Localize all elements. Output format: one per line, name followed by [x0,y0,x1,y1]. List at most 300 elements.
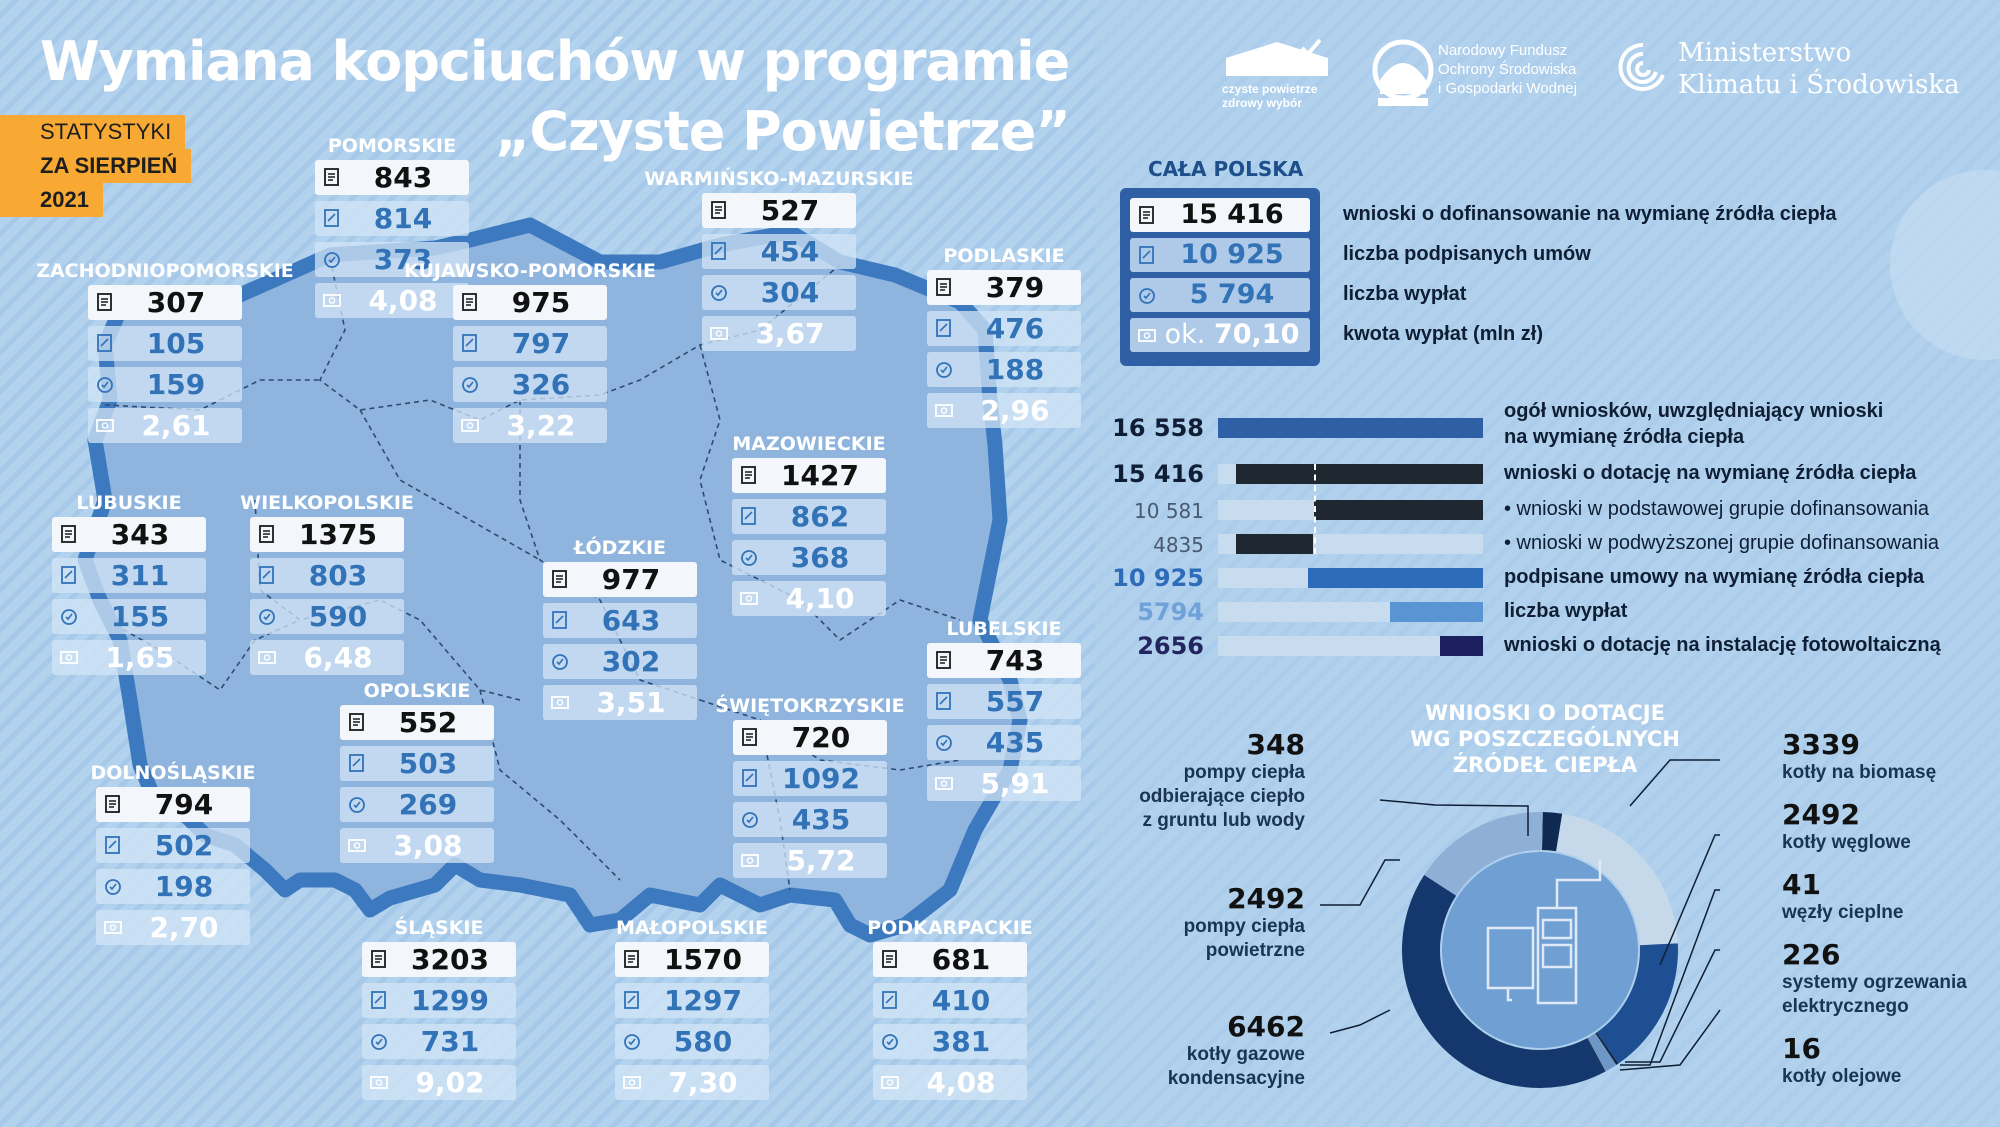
money-icon [258,647,276,667]
contract-icon [370,990,388,1010]
region-stat-row [702,234,856,269]
money-icon [710,323,728,343]
contract-icon [935,318,953,338]
region-stat-value: 5,72 [786,844,856,877]
bar-label: • wnioski w podwyższonej grupie dofinansowania [1504,532,1940,554]
donut-label-text: kotły gazowe [1186,1044,1305,1065]
region-stat-value: 159 [146,368,206,401]
region-stat-row [340,746,494,781]
payment-icon [1138,285,1156,305]
region-stat-row [315,201,469,236]
money-icon [881,1072,899,1092]
region-stat-value: 2,70 [149,911,219,944]
region-stat-row [453,367,607,402]
region-stat-row [250,640,404,675]
region-stat-value: 803 [308,559,368,592]
region-stat-row [340,705,494,740]
donut-label-text: z gruntu lub wody [1142,810,1305,831]
region-name: ŚWIĘTOKRZYSKIE [715,695,905,717]
region-stat-row [315,160,469,195]
application-icon [60,524,78,544]
region-stat-value: 381 [931,1025,991,1058]
region-stat-value: 681 [931,943,991,976]
region-stat-value: 3,22 [506,409,576,442]
region-stats [543,562,697,726]
money-icon [740,588,758,608]
region-stat-value: 2,96 [980,394,1050,427]
donut-label-value: 226 [1782,938,1841,971]
region-stat-row [340,828,494,863]
donut-label-text: kotły olejowe [1782,1066,1902,1087]
ministry-line2: Klimatu i Środowiska [1678,70,1960,100]
region-stat-value: 743 [985,644,1045,677]
money-icon [96,415,114,435]
bar-label: • wnioski w podstawowej grupie dofinansowania [1504,498,1930,520]
bar-fill [1218,418,1483,438]
application-icon [551,569,569,589]
badge-line2: ZA SIERPIEŃ [0,149,191,183]
donut-right-label [1782,938,1967,1019]
region-stat-value: 155 [110,600,170,633]
application-icon [258,524,276,544]
application-icon [1138,205,1156,225]
donut-label-text: powietrzne [1205,940,1305,961]
bar-label: ogół wniosków, uwzględniający wnioski [1504,400,1884,422]
region-name: LUBELSKIE [946,618,1062,640]
region-stat-row [88,408,242,443]
region-stat-row [453,408,607,443]
bar-value: 15 416 [1112,460,1204,488]
bar-fill [1390,602,1483,622]
czyste-line2: zdrowy wybór [1222,96,1303,110]
region-stat-value: 1375 [299,518,377,551]
money-icon [348,835,366,855]
region-stats [250,517,404,681]
application-icon [623,949,641,969]
region-stat-row [543,685,697,720]
region-stat-row [733,843,887,878]
region-stat-row [615,1065,769,1100]
region-stat-value: 3,08 [393,829,463,862]
region-stat-value: 410 [931,984,991,1017]
payment-icon [461,374,479,394]
region-stat-row [702,316,856,351]
region-stat-row [702,275,856,310]
region-stat-row [543,603,697,638]
nfos-line3: i Gospodarki Wodnej [1438,80,1577,97]
bar-fill [1236,464,1483,484]
region-stat-value: 3,67 [755,317,825,350]
donut-title-line1: WNIOSKI O DOTACJE [1425,701,1665,725]
region-stat-value: 3,51 [596,686,666,719]
contract-icon [323,208,341,228]
region-name: OPOLSKIE [363,680,471,702]
region-stat-row [52,640,206,675]
bar-value: 16 558 [1112,414,1204,442]
payment-icon [935,732,953,752]
period-badge [0,115,191,217]
region-stat-value: 368 [790,541,850,574]
region-stat-value: 794 [154,788,214,821]
region-stat-row [96,910,250,945]
poland-total-row [1130,318,1310,352]
region-stats [453,285,607,449]
donut-label-text: kotły na biomasę [1782,762,1937,783]
region-stat-row [453,326,607,361]
contract-icon [60,565,78,585]
region-stats [873,942,1027,1106]
region-stat-row [96,869,250,904]
donut-left-label [1168,1010,1305,1091]
region-stat-row [732,540,886,575]
region-stat-value: 105 [146,327,206,360]
region-stat-value: 731 [420,1025,480,1058]
region-stat-value: 188 [985,353,1045,386]
region-stat-value: 720 [791,721,851,754]
house-logo-icon [1222,38,1332,78]
bar-label-line2: na wymianę źródła ciepła [1504,426,1745,448]
region-stat-value: 1,65 [105,641,175,674]
region-stat-value: 975 [511,286,571,319]
region-stat-value: 503 [398,747,458,780]
bar-value: 4835 [1153,533,1204,557]
region-stat-value: 1427 [781,459,859,492]
bar-label: wnioski o dotację na wymianę źródła ciepła [1504,462,1917,484]
money-icon [623,1072,641,1092]
donut-label-value: 348 [1246,728,1305,761]
bar-fill [1308,568,1483,588]
bar-value: 10 581 [1134,499,1204,523]
region-stat-row [615,942,769,977]
region-stat-row [250,599,404,634]
region-stat-value: 1570 [664,943,742,976]
region-stat-row [52,517,206,552]
donut-title-line3: ŹRÓDEŁ CIEPŁA [1452,753,1638,777]
region-stat-row [733,761,887,796]
region-stats [927,270,1081,434]
region-name: MAZOWIECKIE [732,433,886,455]
region-name: KUJAWSKO-POMORSKIE [404,260,656,282]
region-stat-value: 590 [308,600,368,633]
region-stat-row [52,558,206,593]
donut-right-label [1782,728,1936,785]
payment-icon [96,374,114,394]
region-stat-row [88,367,242,402]
region-stat-row [927,643,1081,678]
region-stat-row [927,766,1081,801]
region-stat-value: 311 [110,559,170,592]
application-icon [740,465,758,485]
donut-label-text: kotły węglowe [1782,832,1911,853]
region-stat-value: 4,08 [926,1066,996,1099]
poland-total-row [1130,238,1310,272]
region-stat-value: 4,08 [368,284,438,317]
application-icon [348,712,366,732]
region-stat-row [362,1024,516,1059]
payment-icon [551,651,569,671]
region-stat-value: 557 [985,685,1045,718]
donut-label-text: systemy ogrzewania [1782,972,1967,993]
region-name: ZACHODNIOPOMORSKIE [36,260,294,282]
region-stat-value: 502 [154,829,214,862]
logo-czyste-powietrze [1222,38,1332,110]
application-icon [935,277,953,297]
region-stat-row [96,828,250,863]
region-stat-value: 2,61 [141,409,211,442]
region-name: ŁÓDZKIE [574,537,666,559]
region-stat-row [340,787,494,822]
czyste-line1: czyste powietrze [1222,82,1318,96]
contract-icon [740,506,758,526]
donut-label-value: 6462 [1227,1010,1305,1043]
region-stat-value: 269 [398,788,458,821]
donut-right-label [1782,1032,1901,1089]
ministry-swirl-icon [1618,40,1668,100]
region-stat-row [873,1024,1027,1059]
payment-icon [258,606,276,626]
donut-right-label [1782,868,1903,925]
bar-label: wnioski o dotację na instalację fotowoltaiczną [1504,634,1941,656]
region-stats [96,787,250,951]
region-stat-row [453,285,607,320]
region-stat-value: 797 [511,327,571,360]
poland-total-row [1130,278,1310,312]
donut-right-label [1782,798,1911,855]
bar-fill [1236,534,1313,554]
region-stats [88,285,242,449]
region-stat-row [88,326,242,361]
donut-label-value: 41 [1782,868,1821,901]
badge-line3: 2021 [0,183,103,217]
region-name: PODLASKIE [943,245,1065,267]
poland-total-value: 5 794 [1189,279,1275,310]
money-icon [935,773,953,793]
poland-total-label: kwota wypłat (mln zł) [1343,323,1544,345]
ministry-line1: Ministerstwo [1678,38,1852,68]
bar-split-marker [1314,464,1316,554]
region-stat-row [927,270,1081,305]
donut-label-text: elektrycznego [1782,996,1909,1017]
payment-icon [370,1031,388,1051]
donut-left-label [1184,882,1305,963]
application-icon [935,650,953,670]
region-stat-row [927,393,1081,428]
application-icon [461,292,479,312]
region-stat-value: 1092 [782,762,860,795]
poland-total-value [1158,318,1306,352]
region-stat-row [702,193,856,228]
bar-fill [1440,636,1483,656]
region-name: POMORSKIE [327,135,457,157]
region-stat-value: 198 [154,870,214,903]
payment-icon [740,547,758,567]
poland-total-value: 10 925 [1180,239,1284,270]
application-icon [323,167,341,187]
region-stat-value: 302 [601,645,661,678]
payment-icon [104,876,122,896]
region-stats [315,160,469,324]
region-stat-row [362,983,516,1018]
title-line2: „Czyste Powietrze” [495,100,1070,163]
contract-icon [741,768,759,788]
logo-ministerstwo [1618,36,1988,106]
contract-icon [461,333,479,353]
region-stat-row [873,1065,1027,1100]
donut-label-text: pompy ciepła [1183,916,1305,937]
poland-total-label: wnioski o dofinansowanie na wymianę źródła ciepła [1343,203,1837,225]
region-name: WIELKOPOLSKIE [240,492,414,514]
region-stat-value: 580 [673,1025,733,1058]
payment-icon [348,794,366,814]
region-stats [362,942,516,1106]
region-stats [340,705,494,869]
poland-total-number: 70,10 [1213,319,1300,350]
payment-icon [710,282,728,302]
application-icon [881,949,899,969]
region-stat-value: 862 [790,500,850,533]
region-stats [615,942,769,1106]
region-name: LUBUSKIE [76,492,182,514]
region-stat-value: 977 [601,563,661,596]
contract-icon [935,691,953,711]
region-stat-row [543,644,697,679]
poland-total-label: liczba wypłat [1343,283,1467,305]
poland-total-prefix: ok. [1164,319,1214,350]
poland-total-value: 15 416 [1180,199,1284,230]
nfos-line2: Ochrony Środowiska [1438,61,1577,78]
payment-icon [323,249,341,269]
region-stat-row [362,1065,516,1100]
logo-nfosigw [1372,36,1592,114]
region-stat-row [732,499,886,534]
region-stat-value: 476 [985,312,1045,345]
region-name: PODKARPACKIE [867,917,1033,939]
money-icon [461,415,479,435]
region-stat-value: 6,48 [303,641,373,674]
region-stat-value: 435 [985,726,1045,759]
region-stat-value: 9,02 [415,1066,485,1099]
nfos-line1: Narodowy Fundusz [1438,42,1568,59]
region-stat-row [543,562,697,597]
region-stat-row [615,1024,769,1059]
region-stat-value: 814 [373,202,433,235]
region-stat-row [88,285,242,320]
donut-label-text: pompy ciepła [1183,762,1305,783]
money-icon [104,917,122,937]
region-stat-value: 4,10 [785,582,855,615]
payment-icon [60,606,78,626]
region-stat-value: 7,30 [668,1066,738,1099]
bar-value: 5794 [1137,598,1204,626]
money-icon [741,850,759,870]
region-stats [732,458,886,622]
region-stat-value: 435 [791,803,851,836]
bar-value: 10 925 [1112,564,1204,592]
region-stat-row [96,787,250,822]
region-stat-value: 326 [511,368,571,401]
payment-icon [741,809,759,829]
region-stat-value: 843 [373,161,433,194]
region-stat-row [52,599,206,634]
region-stat-row [927,352,1081,387]
contract-icon [1138,245,1156,265]
region-stat-value: 527 [760,194,820,227]
region-stat-row [927,311,1081,346]
region-stat-row [732,581,886,616]
region-stats [927,643,1081,807]
donut-label-value: 16 [1782,1032,1821,1065]
donut-label-text: odbierające ciepło [1139,786,1305,807]
donut-label-value: 3339 [1782,728,1860,761]
money-icon [60,647,78,667]
region-stat-value: 643 [601,604,661,637]
contract-icon [96,333,114,353]
region-name: DOLNOŚLĄSKIE [90,762,256,784]
region-name: WARMIŃSKO-MAZURSKIE [644,168,914,190]
region-stat-value: 343 [110,518,170,551]
region-stat-value: 307 [146,286,206,319]
region-stat-row [250,558,404,593]
bar-label: liczba wypłat [1504,600,1628,622]
region-stat-row [873,983,1027,1018]
region-stats [702,193,856,357]
application-icon [96,292,114,312]
money-icon [935,400,953,420]
region-stat-row [733,802,887,837]
region-stat-value: 552 [398,706,458,739]
contract-icon [348,753,366,773]
bar-label: podpisane umowy na wymianę źródła ciepła [1504,566,1925,588]
contract-icon [710,241,728,261]
region-stat-value: 454 [760,235,820,268]
application-icon [370,949,388,969]
donut-title-line2: WG POSZCZEGÓLNYCH [1410,727,1680,751]
payment-icon [881,1031,899,1051]
money-icon [323,290,341,310]
region-stat-row [732,458,886,493]
donut-left-label [1139,728,1305,833]
money-icon [370,1072,388,1092]
donut-label-value: 2492 [1227,882,1305,915]
application-icon [104,794,122,814]
region-stat-value: 3203 [411,943,489,976]
application-icon [741,727,759,747]
contract-icon [258,565,276,585]
region-stat-row [733,720,887,755]
region-stat-row [362,942,516,977]
contract-icon [551,610,569,630]
region-stat-row [615,983,769,1018]
region-name: ŚLĄSKIE [394,917,484,939]
poland-total-label: liczba podpisanych umów [1343,243,1591,265]
region-name: MAŁOPOLSKIE [616,917,768,939]
contract-icon [104,835,122,855]
region-stats [733,720,887,884]
nfosigw-emblem-icon [1372,36,1434,112]
region-stat-value: 1297 [664,984,742,1017]
region-stat-value: 5,91 [980,767,1050,800]
donut-leader-lines [1320,740,1820,1120]
region-stat-value: 1299 [411,984,489,1017]
money-icon [1138,325,1156,345]
donut-label-text: węzły cieplne [1782,902,1904,923]
payment-icon [935,359,953,379]
badge-line1: STATYSTYKI [0,115,185,149]
application-icon [710,200,728,220]
payment-icon [623,1031,641,1051]
region-stat-row [927,684,1081,719]
poland-total-row [1130,198,1310,232]
